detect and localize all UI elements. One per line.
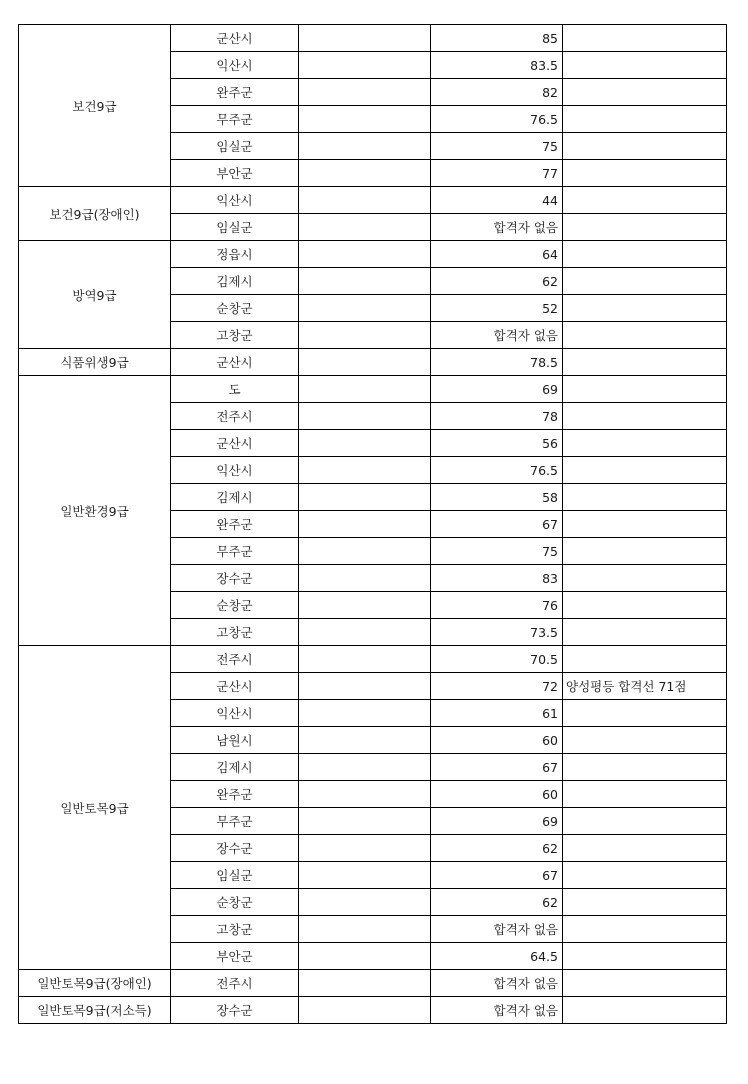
note-cell [563,727,727,754]
blank-cell [299,430,431,457]
table-row [19,187,727,214]
note-cell [563,133,727,160]
note-cell [563,403,727,430]
blank-cell [299,52,431,79]
region-cell: 임실군 [171,214,299,241]
blank-cell [299,781,431,808]
category-cell: 보건9급 [19,25,171,187]
note-cell [563,619,727,646]
table-row [19,376,727,403]
score-cell: 69 [431,808,563,835]
blank-cell [299,592,431,619]
region-cell: 군산시 [171,25,299,52]
blank-cell [299,25,431,52]
region-cell: 군산시 [171,673,299,700]
note-cell [563,808,727,835]
region-cell: 장수군 [171,835,299,862]
note-cell [563,295,727,322]
region-cell: 부안군 [171,160,299,187]
region-cell: 김제시 [171,268,299,295]
blank-cell [299,106,431,133]
blank-cell [299,187,431,214]
blank-cell [299,160,431,187]
category-cell: 식품위생9급 [19,349,171,376]
blank-cell [299,862,431,889]
blank-cell [299,403,431,430]
region-cell: 임실군 [171,133,299,160]
note-cell [563,268,727,295]
blank-cell [299,133,431,160]
score-cell: 75 [431,133,563,160]
region-cell: 군산시 [171,349,299,376]
blank-cell [299,511,431,538]
score-cell: 62 [431,268,563,295]
region-cell: 김제시 [171,484,299,511]
region-cell: 군산시 [171,430,299,457]
score-cell: 73.5 [431,619,563,646]
blank-cell [299,808,431,835]
region-cell: 익산시 [171,700,299,727]
score-cell: 78 [431,403,563,430]
score-cell: 83 [431,565,563,592]
region-cell: 장수군 [171,565,299,592]
note-cell [563,349,727,376]
blank-cell [299,79,431,106]
category-cell: 일반토목9급(저소득) [19,997,171,1024]
score-cell: 합격자 없음 [431,916,563,943]
score-cell: 52 [431,295,563,322]
table-row [19,349,727,376]
score-cell: 58 [431,484,563,511]
blank-cell [299,997,431,1024]
region-cell: 부안군 [171,943,299,970]
region-cell: 익산시 [171,457,299,484]
score-cell: 60 [431,727,563,754]
blank-cell [299,565,431,592]
score-cell: 61 [431,700,563,727]
score-cell: 64.5 [431,943,563,970]
score-cell: 60 [431,781,563,808]
region-cell: 전주시 [171,646,299,673]
region-cell: 완주군 [171,781,299,808]
region-cell: 익산시 [171,52,299,79]
note-cell [563,781,727,808]
note-cell [563,889,727,916]
region-cell: 무주군 [171,538,299,565]
note-cell [563,52,727,79]
table-row [19,646,727,673]
note-cell [563,322,727,349]
note-cell [563,862,727,889]
blank-cell [299,646,431,673]
region-cell: 전주시 [171,403,299,430]
score-cell: 합격자 없음 [431,970,563,997]
score-cell: 75 [431,538,563,565]
blank-cell [299,943,431,970]
note-cell [563,538,727,565]
category-cell: 일반토목9급(장애인) [19,970,171,997]
note-cell [563,646,727,673]
score-cell: 64 [431,241,563,268]
blank-cell [299,673,431,700]
score-cell: 85 [431,25,563,52]
blank-cell [299,268,431,295]
score-cell: 합격자 없음 [431,214,563,241]
note-cell [563,916,727,943]
region-cell: 순창군 [171,592,299,619]
blank-cell [299,754,431,781]
category-cell: 보건9급(장애인) [19,187,171,241]
score-cell: 78.5 [431,349,563,376]
note-cell [563,187,727,214]
region-cell: 정읍시 [171,241,299,268]
blank-cell [299,835,431,862]
score-cell: 합격자 없음 [431,997,563,1024]
blank-cell [299,241,431,268]
blank-cell [299,700,431,727]
region-cell: 순창군 [171,889,299,916]
blank-cell [299,322,431,349]
score-cell: 합격자 없음 [431,322,563,349]
note-cell [563,457,727,484]
note-cell [563,25,727,52]
region-cell: 무주군 [171,808,299,835]
score-cell: 67 [431,754,563,781]
score-cell: 82 [431,79,563,106]
blank-cell [299,970,431,997]
category-cell: 일반토목9급 [19,646,171,970]
blank-cell [299,457,431,484]
score-cell: 44 [431,187,563,214]
blank-cell [299,349,431,376]
note-cell [563,754,727,781]
region-cell: 김제시 [171,754,299,781]
score-cell: 62 [431,889,563,916]
score-cell: 72 [431,673,563,700]
note-cell [563,214,727,241]
note-cell [563,970,727,997]
score-cell: 76 [431,592,563,619]
score-cell: 62 [431,835,563,862]
cutoff-score-table-body [19,25,727,1024]
region-cell: 고창군 [171,322,299,349]
region-cell: 임실군 [171,862,299,889]
table-row [19,241,727,268]
blank-cell [299,484,431,511]
score-cell: 76.5 [431,106,563,133]
note-cell [563,160,727,187]
note-cell [563,943,727,970]
blank-cell [299,376,431,403]
blank-cell [299,214,431,241]
note-cell [563,106,727,133]
note-cell [563,430,727,457]
note-cell [563,835,727,862]
region-cell: 완주군 [171,511,299,538]
note-cell [563,484,727,511]
region-cell: 순창군 [171,295,299,322]
note-cell [563,241,727,268]
note-cell [563,511,727,538]
region-cell: 고창군 [171,619,299,646]
note-cell: 양성평등 합격선 71점 [563,673,727,700]
region-cell: 완주군 [171,79,299,106]
blank-cell [299,727,431,754]
note-cell [563,79,727,106]
region-cell: 익산시 [171,187,299,214]
note-cell [563,997,727,1024]
region-cell: 도 [171,376,299,403]
table-row [19,970,727,997]
category-cell: 방역9급 [19,241,171,349]
region-cell: 장수군 [171,997,299,1024]
note-cell [563,592,727,619]
score-cell: 70.5 [431,646,563,673]
cutoff-score-table [18,24,727,1024]
region-cell: 무주군 [171,106,299,133]
blank-cell [299,916,431,943]
region-cell: 남원시 [171,727,299,754]
score-cell: 67 [431,511,563,538]
blank-cell [299,619,431,646]
category-cell: 일반환경9급 [19,376,171,646]
blank-cell [299,889,431,916]
score-cell: 67 [431,862,563,889]
note-cell [563,376,727,403]
table-row [19,997,727,1024]
score-cell: 56 [431,430,563,457]
blank-cell [299,295,431,322]
score-cell: 69 [431,376,563,403]
score-cell: 76.5 [431,457,563,484]
region-cell: 전주시 [171,970,299,997]
score-cell: 83.5 [431,52,563,79]
blank-cell [299,538,431,565]
table-row [19,25,727,52]
score-cell: 77 [431,160,563,187]
note-cell [563,700,727,727]
note-cell [563,565,727,592]
region-cell: 고창군 [171,916,299,943]
